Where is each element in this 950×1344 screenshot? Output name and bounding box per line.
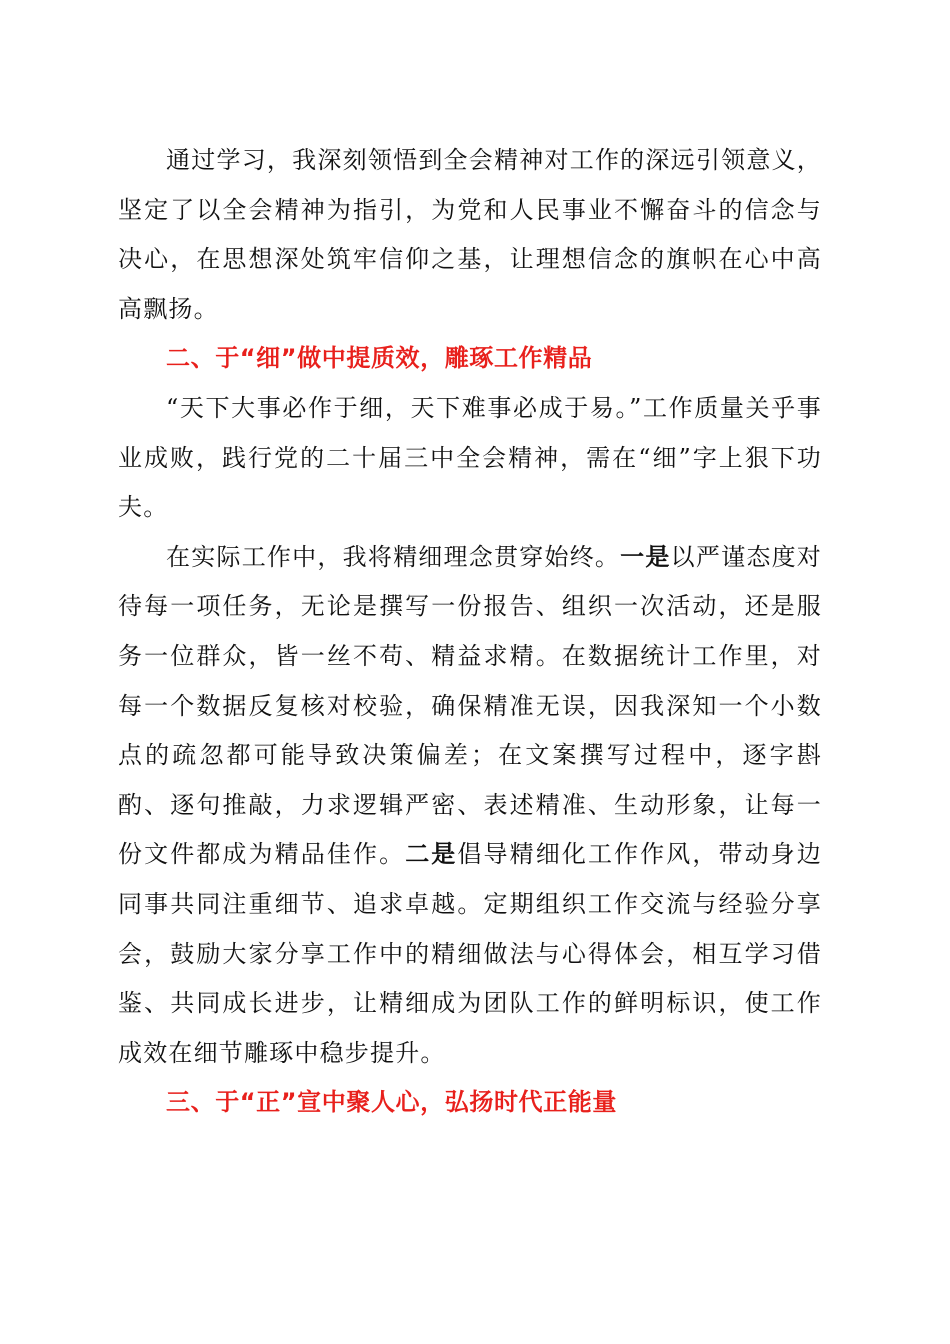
point-label-1: 一是 — [620, 542, 671, 571]
paragraph-practice — [118, 533, 822, 1079]
section-heading-3: 三、于“正”宣中聚人心，弘扬时代正能量 — [166, 1088, 617, 1117]
paragraph-quote: “天下大事必作于细，天下难事必成于易。”工作质量关乎事业成败，践行党的二十届三中全会精神，需在“细”字上狠下功夫。 — [118, 393, 822, 522]
practice-intro: 在实际工作中，我将精细理念贯穿始终。 — [166, 542, 621, 571]
point-label-2: 二是 — [405, 840, 458, 869]
point-text-2: 倡导精细化工作作风，带动身边同事共同注重细节、追求卓越。定期组织工作交流与经验分享会，鼓励大家分享工作中的精细做法与心得体会，相互学习借鉴、共同成长进步，让精细成为团队工作的鲜明标识，使工作成效在细节雕琢中稳步提升。 — [118, 840, 822, 1067]
section-heading-2: 二、于“细”做中提质效，雕琢工作精品 — [166, 344, 593, 373]
paragraph-study-summary: 通过学习，我深刻领悟到全会精神对工作的深远引领意义，坚定了以全会精神为指引，为党和人民事业不懈奋斗的信念与决心，在思想深处筑牢信仰之基，让理想信念的旗帜在心中高高飘扬。 — [118, 146, 822, 323]
point-text-1: 以严谨态度对待每一项任务，无论是撰写一份报告、组织一次活动，还是服务一位群众，皆一丝不苟、精益求精。在数据统计工作里，对每一个数据反复核对校验，确保精准无误，因我深知一个小数点的疏忽都可能导致决策偏差；在文案撰写过程中，逐字斟酌、逐句推敲，力求逻辑严密、表述精准、生动形象，让每一份文件都成为精品佳作。 — [118, 542, 822, 869]
document-body — [118, 136, 822, 1128]
